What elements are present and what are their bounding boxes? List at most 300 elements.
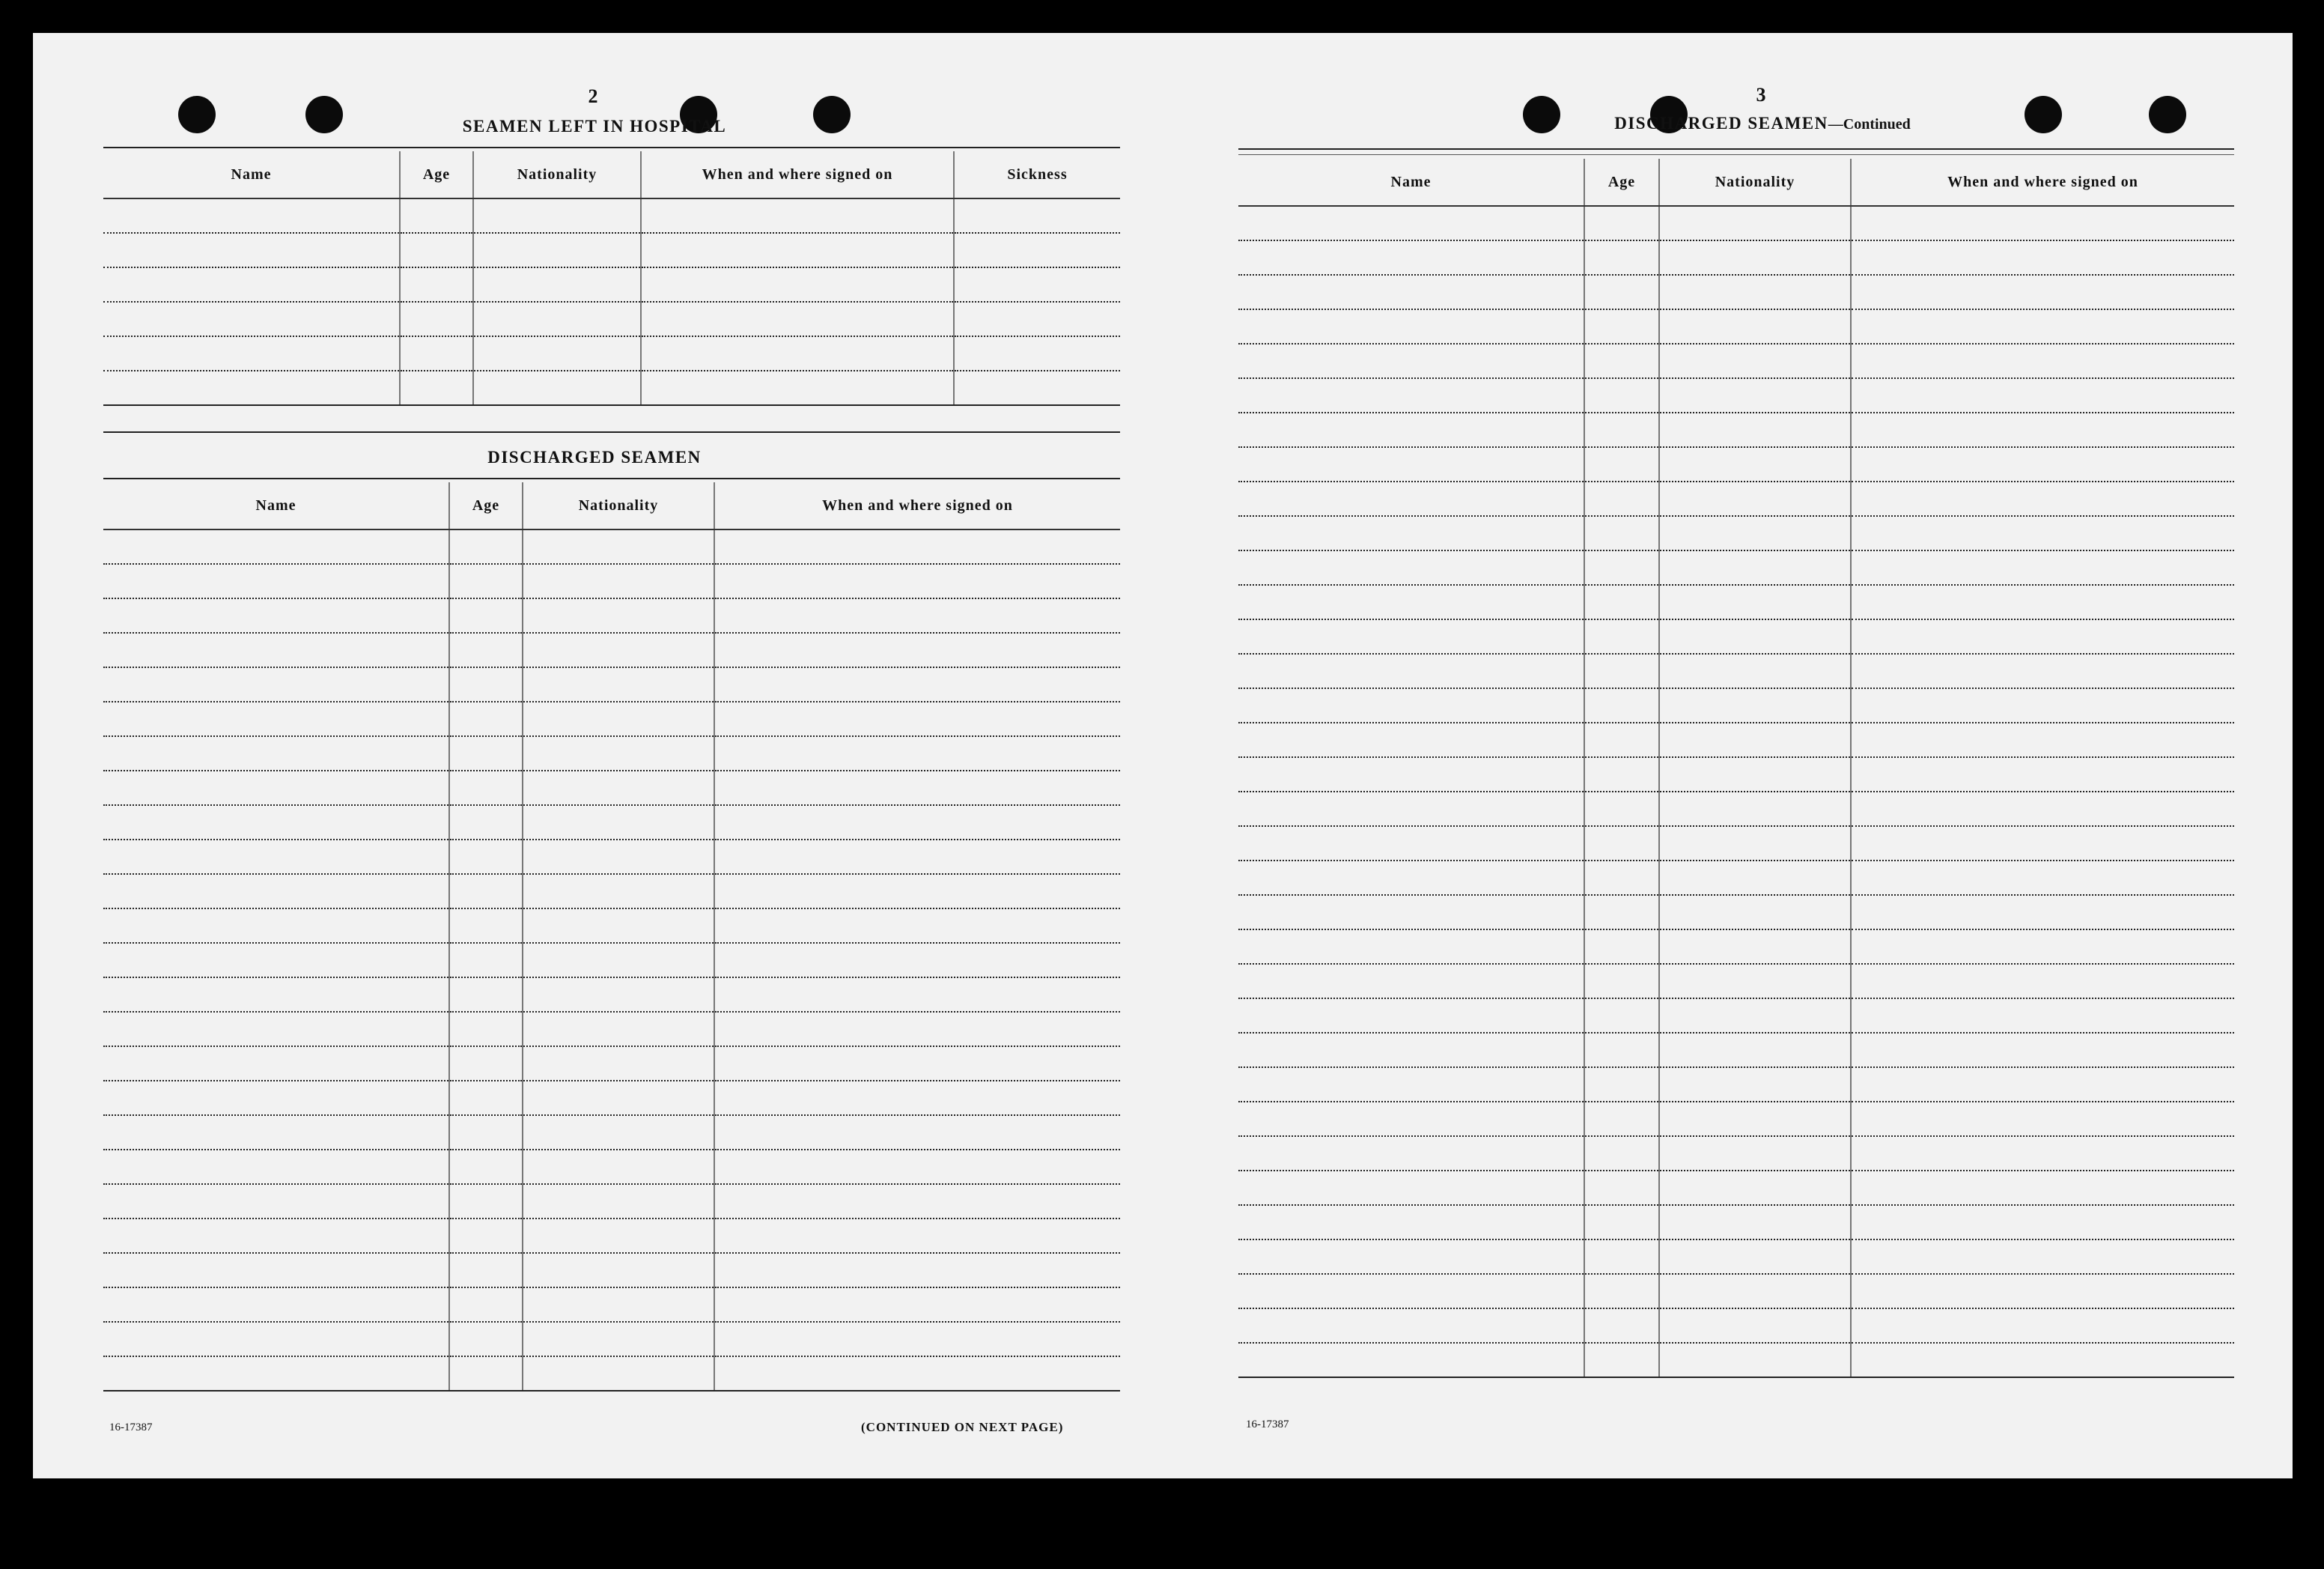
divider bbox=[1238, 148, 2234, 150]
blank-cell bbox=[400, 336, 473, 371]
blank-cell bbox=[1584, 792, 1659, 826]
column-header-age: Age bbox=[1584, 159, 1659, 206]
blank-cell bbox=[449, 529, 523, 564]
blank-cell bbox=[103, 1012, 449, 1046]
blank-cell bbox=[1584, 723, 1659, 757]
blank-cell bbox=[1238, 861, 1584, 895]
table-row bbox=[1238, 929, 2234, 964]
table-row bbox=[1238, 240, 2234, 275]
blank-cell bbox=[449, 1356, 523, 1391]
table-row bbox=[1238, 309, 2234, 344]
blank-cell bbox=[1238, 240, 1584, 275]
blank-cell bbox=[1584, 1239, 1659, 1274]
blank-cell bbox=[1584, 309, 1659, 344]
blank-cell bbox=[1851, 1033, 2234, 1067]
blank-cell bbox=[1238, 757, 1584, 792]
table-row bbox=[1238, 998, 2234, 1033]
blank-cell bbox=[1659, 723, 1851, 757]
blank-cell bbox=[1238, 688, 1584, 723]
blank-cell bbox=[641, 267, 954, 302]
blank-cell bbox=[449, 977, 523, 1012]
table-row bbox=[103, 805, 1120, 840]
blank-cell bbox=[400, 267, 473, 302]
blank-cell bbox=[1659, 998, 1851, 1033]
form-code: 16-17387 bbox=[109, 1421, 153, 1433]
blank-cell bbox=[103, 1253, 449, 1287]
blank-cell bbox=[449, 1046, 523, 1081]
blank-cell bbox=[103, 336, 400, 371]
blank-cell bbox=[1238, 447, 1584, 482]
blank-cell bbox=[1584, 1274, 1659, 1308]
blank-cell bbox=[714, 771, 1120, 805]
table-row bbox=[103, 1115, 1120, 1150]
table-row bbox=[103, 1322, 1120, 1356]
blank-cell bbox=[1238, 275, 1584, 309]
blank-cell bbox=[1659, 240, 1851, 275]
table-row bbox=[1238, 1171, 2234, 1205]
blank-cell bbox=[523, 1356, 714, 1391]
blank-cell bbox=[1659, 654, 1851, 688]
blank-cell bbox=[523, 1081, 714, 1115]
table-row bbox=[103, 564, 1120, 598]
section-title-suffix: —Continued bbox=[1828, 116, 1911, 133]
hospital-table bbox=[103, 151, 1120, 406]
blank-cell bbox=[1659, 1102, 1851, 1136]
blank-cell bbox=[449, 1012, 523, 1046]
blank-cell bbox=[1238, 516, 1584, 550]
blank-cell bbox=[1851, 654, 2234, 688]
blank-cell bbox=[1584, 654, 1659, 688]
table-row bbox=[103, 371, 1120, 405]
table-row bbox=[1238, 861, 2234, 895]
blank-cell bbox=[714, 1253, 1120, 1287]
blank-cell bbox=[1584, 447, 1659, 482]
blank-cell bbox=[1851, 378, 2234, 413]
divider bbox=[1238, 154, 2234, 155]
table-row bbox=[1238, 964, 2234, 998]
table-row bbox=[103, 198, 1120, 233]
right-page bbox=[1163, 33, 2293, 1478]
column-header-name: Name bbox=[1238, 159, 1584, 206]
table-row bbox=[1238, 688, 2234, 723]
blank-cell bbox=[449, 1081, 523, 1115]
blank-cell bbox=[473, 198, 641, 233]
blank-cell bbox=[1851, 688, 2234, 723]
blank-cell bbox=[1238, 550, 1584, 585]
blank-cell bbox=[714, 874, 1120, 908]
blank-cell bbox=[1659, 1274, 1851, 1308]
blank-cell bbox=[1659, 1171, 1851, 1205]
blank-cell bbox=[1659, 344, 1851, 378]
blank-cell bbox=[714, 702, 1120, 736]
blank-cell bbox=[714, 805, 1120, 840]
blank-cell bbox=[449, 874, 523, 908]
blank-cell bbox=[449, 1184, 523, 1219]
blank-cell bbox=[449, 1150, 523, 1184]
table-row bbox=[1238, 378, 2234, 413]
blank-cell bbox=[954, 302, 1120, 336]
blank-cell bbox=[714, 667, 1120, 702]
blank-cell bbox=[523, 977, 714, 1012]
column-header-nationality: Nationality bbox=[1659, 159, 1851, 206]
blank-cell bbox=[473, 371, 641, 405]
section-title-text: DISCHARGED SEAMEN bbox=[1614, 114, 1828, 133]
table-row bbox=[1238, 1033, 2234, 1067]
blank-cell bbox=[449, 736, 523, 771]
table-row bbox=[1238, 482, 2234, 516]
blank-cell bbox=[1851, 619, 2234, 654]
blank-cell bbox=[1659, 482, 1851, 516]
table-row bbox=[1238, 1274, 2234, 1308]
blank-cell bbox=[1851, 275, 2234, 309]
blank-cell bbox=[1584, 998, 1659, 1033]
blank-cell bbox=[1851, 723, 2234, 757]
blank-cell bbox=[1659, 757, 1851, 792]
blank-cell bbox=[1584, 929, 1659, 964]
blank-cell bbox=[1851, 516, 2234, 550]
table-row bbox=[1238, 516, 2234, 550]
blank-cell bbox=[1659, 309, 1851, 344]
blank-cell bbox=[714, 1012, 1120, 1046]
blank-cell bbox=[1659, 619, 1851, 654]
divider bbox=[103, 478, 1120, 479]
blank-cell bbox=[1851, 1102, 2234, 1136]
blank-cell bbox=[1851, 309, 2234, 344]
table-row bbox=[1238, 275, 2234, 309]
blank-cell bbox=[449, 908, 523, 943]
blank-cell bbox=[523, 1322, 714, 1356]
blank-cell bbox=[1584, 206, 1659, 240]
blank-cell bbox=[714, 1115, 1120, 1150]
blank-cell bbox=[103, 908, 449, 943]
blank-cell bbox=[1659, 1239, 1851, 1274]
blank-cell bbox=[1659, 792, 1851, 826]
document-sheet bbox=[33, 33, 2293, 1478]
blank-cell bbox=[523, 702, 714, 736]
blank-cell bbox=[473, 233, 641, 267]
blank-cell bbox=[103, 564, 449, 598]
blank-cell bbox=[1659, 550, 1851, 585]
blank-cell bbox=[1851, 826, 2234, 861]
column-header-name: Name bbox=[103, 151, 400, 198]
blank-cell bbox=[1851, 482, 2234, 516]
table-row bbox=[103, 598, 1120, 633]
blank-cell bbox=[1659, 688, 1851, 723]
blank-cell bbox=[103, 702, 449, 736]
table-row bbox=[1238, 895, 2234, 929]
blank-cell bbox=[449, 564, 523, 598]
blank-cell bbox=[1659, 1205, 1851, 1239]
blank-cell bbox=[1659, 413, 1851, 447]
table-row bbox=[103, 1356, 1120, 1391]
blank-cell bbox=[523, 874, 714, 908]
blank-cell bbox=[473, 267, 641, 302]
table-row bbox=[103, 874, 1120, 908]
blank-cell bbox=[1238, 206, 1584, 240]
blank-cell bbox=[714, 1287, 1120, 1322]
blank-cell bbox=[1238, 1067, 1584, 1102]
blank-cell bbox=[714, 1184, 1120, 1219]
blank-cell bbox=[1851, 998, 2234, 1033]
table-row bbox=[103, 771, 1120, 805]
table-row bbox=[103, 1012, 1120, 1046]
column-header-age: Age bbox=[449, 482, 523, 529]
blank-cell bbox=[1851, 344, 2234, 378]
blank-cell bbox=[103, 633, 449, 667]
table-row bbox=[103, 977, 1120, 1012]
blank-cell bbox=[1851, 1274, 2234, 1308]
blank-cell bbox=[1584, 1205, 1659, 1239]
blank-cell bbox=[1238, 964, 1584, 998]
blank-cell bbox=[103, 805, 449, 840]
column-header-signed-on: When and where signed on bbox=[1851, 159, 2234, 206]
table-row bbox=[103, 702, 1120, 736]
table-row bbox=[103, 736, 1120, 771]
blank-cell bbox=[1584, 275, 1659, 309]
column-header-sickness: Sickness bbox=[954, 151, 1120, 198]
blank-cell bbox=[1851, 413, 2234, 447]
form-code: 16-17387 bbox=[1246, 1418, 1289, 1430]
blank-cell bbox=[1584, 1067, 1659, 1102]
blank-cell bbox=[714, 736, 1120, 771]
blank-cell bbox=[1584, 1136, 1659, 1171]
blank-cell bbox=[1659, 1136, 1851, 1171]
table-row bbox=[1238, 1102, 2234, 1136]
hospital-section-title: SEAMEN LEFT IN HOSPITAL bbox=[462, 117, 727, 136]
blank-cell bbox=[1584, 516, 1659, 550]
blank-cell bbox=[1238, 1205, 1584, 1239]
table-row bbox=[103, 233, 1120, 267]
blank-cell bbox=[954, 371, 1120, 405]
blank-cell bbox=[449, 1115, 523, 1150]
blank-cell bbox=[1584, 240, 1659, 275]
blank-cell bbox=[1659, 1033, 1851, 1067]
blank-cell bbox=[1851, 447, 2234, 482]
blank-cell bbox=[1659, 275, 1851, 309]
blank-cell bbox=[1238, 309, 1584, 344]
blank-cell bbox=[1851, 1136, 2234, 1171]
blank-cell bbox=[1584, 378, 1659, 413]
table-row bbox=[1238, 654, 2234, 688]
blank-cell bbox=[641, 302, 954, 336]
blank-cell bbox=[1659, 895, 1851, 929]
blank-cell bbox=[641, 336, 954, 371]
table-row bbox=[1238, 757, 2234, 792]
table-row bbox=[103, 908, 1120, 943]
blank-cell bbox=[1659, 1067, 1851, 1102]
blank-cell bbox=[1851, 1067, 2234, 1102]
blank-cell bbox=[1659, 585, 1851, 619]
blank-cell bbox=[1238, 654, 1584, 688]
blank-cell bbox=[1851, 585, 2234, 619]
blank-cell bbox=[523, 908, 714, 943]
page-number: 2 bbox=[588, 85, 598, 107]
table-row bbox=[103, 529, 1120, 564]
blank-cell bbox=[954, 336, 1120, 371]
blank-cell bbox=[1238, 1239, 1584, 1274]
blank-cell bbox=[1659, 1343, 1851, 1377]
table-row bbox=[103, 943, 1120, 977]
blank-cell bbox=[1851, 964, 2234, 998]
blank-cell bbox=[1238, 585, 1584, 619]
blank-cell bbox=[449, 633, 523, 667]
blank-cell bbox=[523, 840, 714, 874]
blank-cell bbox=[1659, 861, 1851, 895]
table-row bbox=[1238, 723, 2234, 757]
column-header-nationality: Nationality bbox=[473, 151, 641, 198]
blank-cell bbox=[523, 633, 714, 667]
blank-cell bbox=[1238, 344, 1584, 378]
column-header-age: Age bbox=[400, 151, 473, 198]
blank-cell bbox=[1238, 792, 1584, 826]
blank-cell bbox=[1659, 516, 1851, 550]
column-header-signed-on: When and where signed on bbox=[641, 151, 954, 198]
blank-cell bbox=[1238, 1308, 1584, 1343]
page-number: 3 bbox=[1756, 84, 1766, 106]
blank-cell bbox=[400, 198, 473, 233]
blank-cell bbox=[1659, 447, 1851, 482]
divider bbox=[103, 147, 1120, 148]
blank-cell bbox=[1584, 688, 1659, 723]
blank-cell bbox=[641, 371, 954, 405]
blank-cell bbox=[449, 667, 523, 702]
blank-cell bbox=[1851, 1205, 2234, 1239]
blank-cell bbox=[103, 943, 449, 977]
blank-cell bbox=[1851, 792, 2234, 826]
blank-cell bbox=[1584, 619, 1659, 654]
blank-cell bbox=[1238, 413, 1584, 447]
blank-cell bbox=[1584, 1343, 1659, 1377]
blank-cell bbox=[473, 302, 641, 336]
blank-cell bbox=[103, 1287, 449, 1322]
blank-cell bbox=[1851, 1343, 2234, 1377]
blank-cell bbox=[1238, 378, 1584, 413]
blank-cell bbox=[714, 1046, 1120, 1081]
blank-cell bbox=[449, 598, 523, 633]
column-header-signed-on: When and where signed on bbox=[714, 482, 1120, 529]
blank-cell bbox=[1659, 206, 1851, 240]
blank-cell bbox=[523, 1253, 714, 1287]
blank-cell bbox=[523, 805, 714, 840]
blank-cell bbox=[1584, 895, 1659, 929]
table-row bbox=[1238, 413, 2234, 447]
blank-cell bbox=[523, 1115, 714, 1150]
blank-cell bbox=[103, 529, 449, 564]
blank-cell bbox=[103, 371, 400, 405]
blank-cell bbox=[103, 977, 449, 1012]
blank-cell bbox=[1584, 1171, 1659, 1205]
blank-cell bbox=[1659, 964, 1851, 998]
table-row bbox=[1238, 619, 2234, 654]
blank-cell bbox=[1584, 585, 1659, 619]
blank-cell bbox=[641, 233, 954, 267]
blank-cell bbox=[1584, 344, 1659, 378]
table-row bbox=[103, 1287, 1120, 1322]
blank-cell bbox=[1238, 895, 1584, 929]
blank-cell bbox=[523, 1046, 714, 1081]
blank-cell bbox=[449, 1287, 523, 1322]
table-row bbox=[1238, 1067, 2234, 1102]
blank-cell bbox=[400, 371, 473, 405]
blank-cell bbox=[1851, 550, 2234, 585]
discharged-section-title: DISCHARGED SEAMEN bbox=[487, 448, 702, 467]
left-page bbox=[33, 33, 1163, 1478]
blank-cell bbox=[1851, 895, 2234, 929]
blank-cell bbox=[523, 667, 714, 702]
table-row bbox=[1238, 344, 2234, 378]
blank-cell bbox=[1659, 929, 1851, 964]
blank-cell bbox=[103, 233, 400, 267]
blank-cell bbox=[449, 771, 523, 805]
blank-cell bbox=[103, 1046, 449, 1081]
table-row bbox=[1238, 826, 2234, 861]
blank-cell bbox=[1851, 861, 2234, 895]
discharged-table-right bbox=[1238, 159, 2234, 1378]
divider bbox=[103, 431, 1120, 433]
blank-cell bbox=[1238, 619, 1584, 654]
blank-cell bbox=[954, 267, 1120, 302]
table-row bbox=[1238, 206, 2234, 240]
blank-cell bbox=[1659, 826, 1851, 861]
blank-cell bbox=[1584, 1033, 1659, 1067]
discharged-continued-title bbox=[1614, 114, 1911, 133]
blank-cell bbox=[714, 564, 1120, 598]
blank-cell bbox=[103, 1322, 449, 1356]
blank-cell bbox=[449, 1219, 523, 1253]
blank-cell bbox=[103, 198, 400, 233]
table-row bbox=[103, 1253, 1120, 1287]
blank-cell bbox=[523, 771, 714, 805]
blank-cell bbox=[103, 771, 449, 805]
table-row bbox=[103, 267, 1120, 302]
table-row bbox=[103, 1150, 1120, 1184]
blank-cell bbox=[1584, 1102, 1659, 1136]
blank-cell bbox=[1851, 757, 2234, 792]
blank-cell bbox=[473, 336, 641, 371]
blank-cell bbox=[1659, 378, 1851, 413]
blank-cell bbox=[1584, 1308, 1659, 1343]
blank-cell bbox=[1238, 482, 1584, 516]
column-header-name: Name bbox=[103, 482, 449, 529]
blank-cell bbox=[1238, 826, 1584, 861]
blank-cell bbox=[714, 977, 1120, 1012]
blank-cell bbox=[400, 302, 473, 336]
table-row bbox=[1238, 1308, 2234, 1343]
blank-cell bbox=[523, 1150, 714, 1184]
blank-cell bbox=[714, 908, 1120, 943]
blank-cell bbox=[954, 198, 1120, 233]
blank-cell bbox=[449, 702, 523, 736]
table-row bbox=[1238, 550, 2234, 585]
blank-cell bbox=[1584, 413, 1659, 447]
table-row bbox=[1238, 1343, 2234, 1377]
blank-cell bbox=[103, 1150, 449, 1184]
blank-cell bbox=[523, 736, 714, 771]
table-row bbox=[1238, 447, 2234, 482]
blank-cell bbox=[714, 1322, 1120, 1356]
blank-cell bbox=[103, 1219, 449, 1253]
table-row bbox=[103, 1184, 1120, 1219]
blank-cell bbox=[449, 943, 523, 977]
blank-cell bbox=[449, 1322, 523, 1356]
blank-cell bbox=[1584, 757, 1659, 792]
table-row bbox=[103, 667, 1120, 702]
blank-cell bbox=[1584, 482, 1659, 516]
blank-cell bbox=[449, 805, 523, 840]
blank-cell bbox=[1238, 1343, 1584, 1377]
blank-cell bbox=[1851, 929, 2234, 964]
blank-cell bbox=[103, 1115, 449, 1150]
